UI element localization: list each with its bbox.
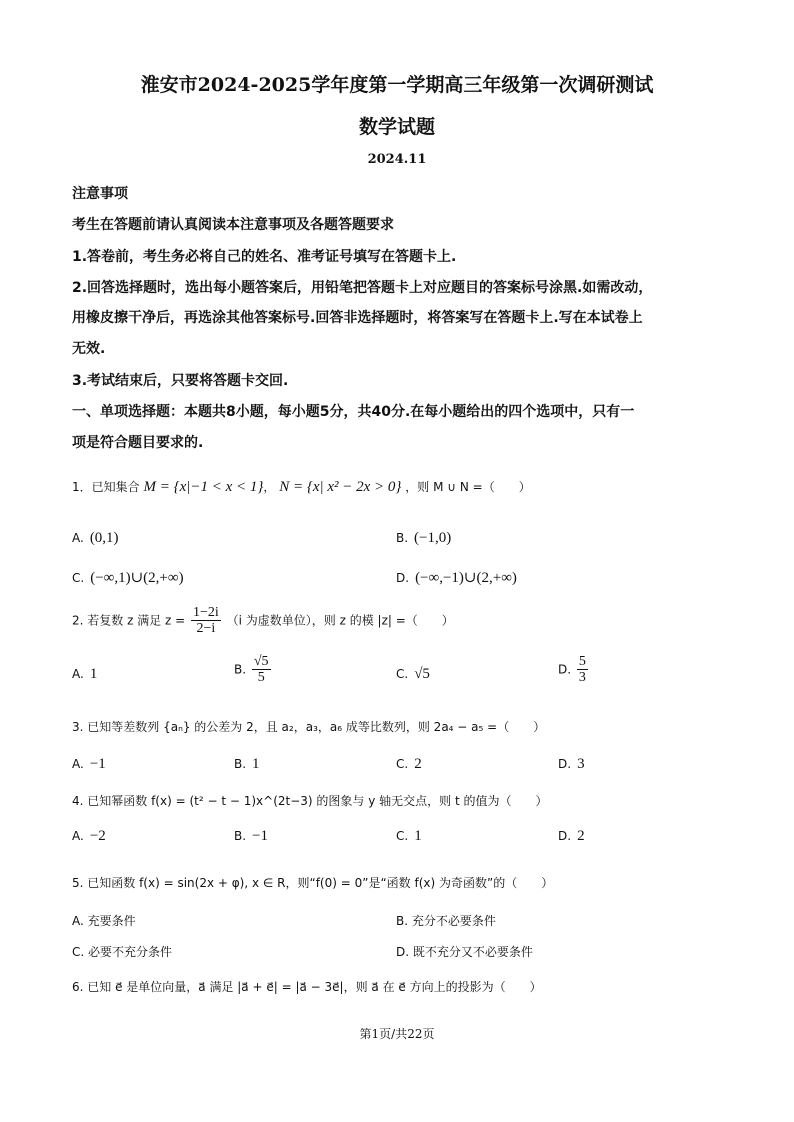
question-1-set-m: M = {x|−1 < x < 1} [143, 479, 264, 495]
option-value: 3 [577, 756, 585, 772]
fraction-denominator: 5 [257, 670, 265, 686]
option-value: 既不充分又不必要条件 [412, 945, 533, 959]
q3-option-d [558, 756, 585, 773]
option-label: B. [234, 757, 247, 771]
q1-option-d [396, 568, 517, 587]
question-5: 5. 已知函数 f(x) = sin(2x + φ), x ∈ R，则“f(0) = 0”是“函数 f(x) 为奇函数”的（ ） [72, 876, 554, 890]
option-value: (−1,0) [414, 530, 452, 546]
question-1: 1．已知集合 M = {x|−1 < x < 1}， N = {x| x² − 2x > 0} ，则 M ∪ N =（ ） [72, 479, 531, 495]
option-label: C. [72, 571, 85, 585]
option-label: A. [72, 829, 84, 843]
option-value: 必要不充分条件 [88, 945, 173, 959]
option-label: C. [396, 757, 409, 771]
fraction-numerator: 1−2i [193, 605, 219, 620]
section1-line-1: 一、单项选择题：本题共8小题，每小题5分，共40分.在每小题给出的四个选项中，只有一 [72, 404, 635, 420]
q5-option-a [72, 912, 136, 929]
option-label: B. [234, 662, 247, 677]
option-label: D. [558, 662, 572, 677]
exam-title: 淮安市2024-2025学年度第一学期高三年级第一次调研测试 [140, 74, 654, 96]
option-fraction [252, 654, 271, 686]
q2-option-c [396, 666, 430, 683]
option-value: 充分不必要条件 [411, 914, 496, 928]
option-label: A. [72, 531, 84, 545]
option-label: B. [396, 914, 409, 928]
option-value: 1 [89, 666, 98, 682]
option-value: 充要条件 [87, 914, 136, 928]
q2-option-b [234, 654, 273, 686]
notice-item-2-line-1: 2.回答选择题时，选出每小题答案后，用铅笔把答题卡上对应题目的答案标号涂黑.如需改动， [72, 280, 653, 296]
page-footer: 第1页/共22页 [359, 1027, 435, 1041]
q3-option-c [396, 756, 422, 773]
exam-subtitle: 数学试题 [358, 116, 435, 138]
option-value: −1 [89, 756, 106, 772]
option-label: D. [558, 757, 572, 771]
question-3: 3. 已知等差数列 {aₙ} 的公差为 2，且 a₂，a₃，a₆ 成等比数列，则 2a₄ − a₅ =（ ） [72, 720, 546, 734]
q3-option-a [72, 756, 106, 773]
notice-heading: 注意事项 [72, 186, 128, 202]
notice-item-3: 3.考试结束后，只要将答题卡交回. [72, 373, 289, 389]
q5-option-c [72, 943, 172, 960]
q1-option-b [396, 530, 451, 547]
option-value: −1 [252, 828, 269, 844]
q5-option-d [396, 943, 533, 960]
question-2 [72, 605, 454, 637]
q4-option-a [72, 828, 106, 845]
exam-date: 2024.11 [367, 152, 427, 167]
option-value: 2 [414, 756, 422, 772]
question-1-tail: ，则 M ∪ N =（ ） [405, 480, 531, 494]
option-value: 1 [252, 756, 260, 772]
question-2-tail: （i 为虚数单位），则 z 的模 |z| =（ ） [226, 613, 454, 628]
option-fraction [577, 654, 588, 686]
question-1-prefix: 1．已知集合 [72, 480, 140, 494]
option-label: D. [396, 945, 410, 959]
q1-option-c [72, 568, 184, 587]
option-label: A. [72, 667, 84, 681]
question-2-prefix: 2. 若复数 z 满足 z = [72, 613, 186, 628]
notice-intro: 考生在答题前请认真阅读本注意事项及各题答题要求 [72, 217, 394, 233]
fraction-denominator: 2−i [196, 621, 216, 637]
question-2-fraction [191, 605, 221, 637]
option-label: D. [558, 829, 572, 843]
option-value: −2 [89, 828, 106, 844]
option-label: B. [234, 829, 247, 843]
q5-option-b [396, 912, 496, 929]
option-label: B. [396, 531, 409, 545]
option-label: C. [72, 945, 85, 959]
q4-option-b [234, 828, 268, 845]
option-value: (0,1) [89, 530, 119, 546]
option-value: 1 [414, 828, 422, 844]
section1-line-2: 项是符合题目要求的. [72, 435, 204, 451]
fraction-denominator: 3 [578, 670, 586, 686]
notice-item-2-line-2: 用橡皮擦干净后，再选涂其他答案标号.回答非选择题时，将答案写在答题卡上.写在本试卷上 [72, 310, 643, 326]
q2-option-d [558, 654, 590, 686]
option-label: D. [396, 571, 410, 585]
q4-option-d [558, 828, 585, 845]
question-1-set-n: N = {x| x² − 2x > 0} [279, 479, 402, 495]
option-label: C. [396, 667, 409, 681]
option-value: √5 [414, 666, 430, 682]
question-6: 6. 已知 e⃗ 是单位向量，a⃗ 满足 |a⃗ + e⃗| = |a⃗ − 3e⃗|，则 a⃗ 在 e⃗ 方向上的投影为（ ） [72, 980, 542, 994]
fraction-numerator: √5 [253, 654, 269, 669]
option-label: A. [72, 757, 84, 771]
option-label: C. [396, 829, 409, 843]
q2-option-a [72, 666, 97, 683]
notice-item-2-line-3: 无效. [72, 341, 106, 357]
q4-option-c [396, 828, 422, 845]
q1-option-a [72, 530, 119, 547]
option-value: 2 [577, 828, 585, 844]
q3-option-b [234, 756, 260, 773]
question-4: 4. 已知幂函数 f(x) = (t² − t − 1)x^(2t−3) 的图象与 y 轴无交点，则 t 的值为（ ） [72, 794, 548, 808]
option-value: (−∞,1)∪(2,+∞) [90, 570, 184, 586]
fraction-numerator: 5 [578, 654, 586, 669]
option-label: A. [72, 914, 84, 928]
option-value: (−∞,−1)∪(2,+∞) [415, 570, 517, 586]
notice-item-1: 1.答卷前，考生务必将自己的姓名、准考证号填写在答题卡上. [72, 249, 457, 265]
